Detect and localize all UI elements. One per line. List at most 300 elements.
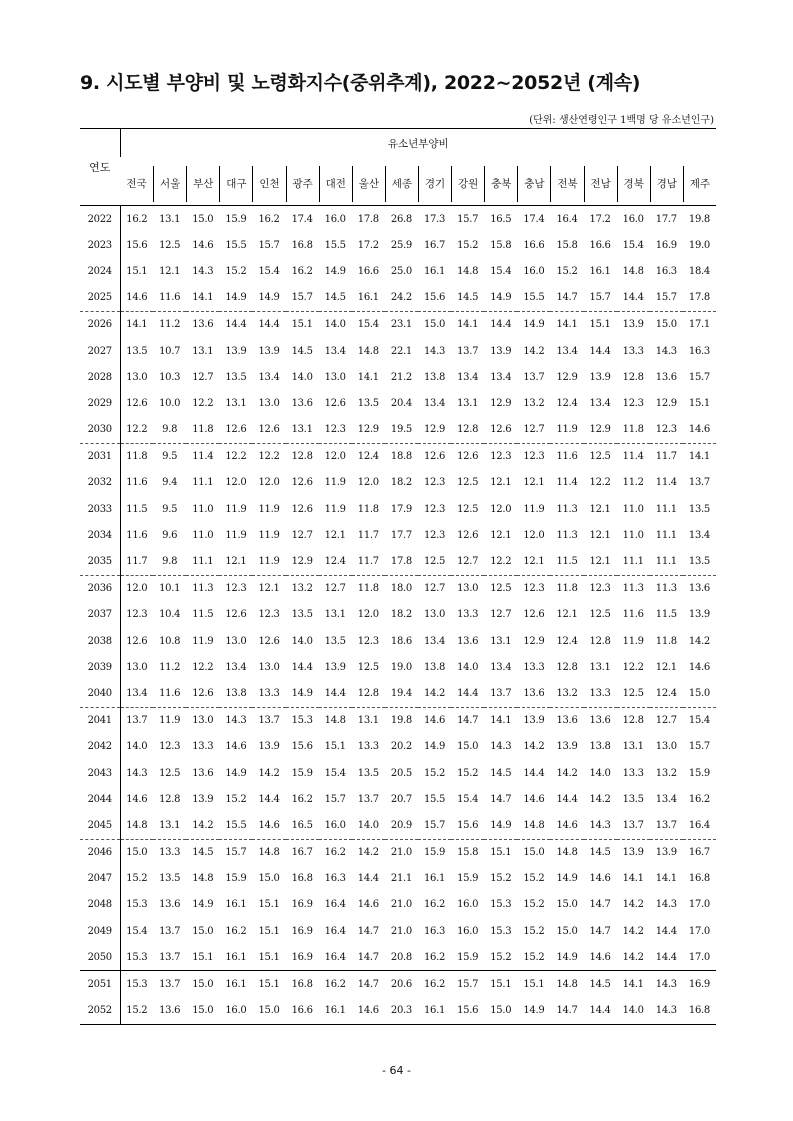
table-row xyxy=(80,206,716,233)
value-cell: 12.8 xyxy=(451,417,484,444)
value-cell: 13.8 xyxy=(424,661,446,673)
value-cell: 12.7 xyxy=(490,609,512,621)
value-cell: 14.6 xyxy=(688,661,710,673)
value-cell: 14.3 xyxy=(655,345,677,357)
value-cell: 15.4 xyxy=(324,767,346,779)
value-cell: 11.6 xyxy=(120,470,153,496)
value-cell: 16.2 xyxy=(324,847,346,859)
value-cell: 15.0 xyxy=(186,998,219,1025)
value-cell: 13.0 xyxy=(225,635,247,647)
value-cell: 14.9 xyxy=(192,899,214,911)
value-cell: 15.3 xyxy=(120,971,153,998)
value-cell: 13.7 xyxy=(617,812,650,839)
value-cell: 12.1 xyxy=(258,583,280,595)
value-cell: 14.4 xyxy=(319,680,352,707)
value-cell: 12.8 xyxy=(159,793,181,805)
value-cell: 15.7 xyxy=(457,979,479,991)
value-cell: 15.4 xyxy=(258,265,280,277)
value-cell: 12.5 xyxy=(490,583,512,595)
value-cell: 11.6 xyxy=(153,680,186,707)
value-cell: 12.5 xyxy=(589,451,611,463)
value-cell: 13.6 xyxy=(688,583,710,595)
value-cell: 16.4 xyxy=(324,899,346,911)
table-row xyxy=(80,522,716,548)
value-cell: 11.6 xyxy=(120,522,153,548)
value-cell: 14.9 xyxy=(523,319,545,331)
value-cell: 11.9 xyxy=(225,529,247,541)
value-cell: 20.3 xyxy=(385,998,418,1025)
value-cell: 11.9 xyxy=(324,503,346,515)
value-cell: 14.7 xyxy=(550,285,583,312)
value-cell: 14.1 xyxy=(622,873,644,885)
value-cell: 11.7 xyxy=(120,548,153,575)
value-cell: 11.6 xyxy=(622,609,644,621)
value-cell: 16.8 xyxy=(688,873,710,885)
value-cell: 11.0 xyxy=(622,503,644,515)
value-cell: 13.1 xyxy=(324,609,346,621)
value-cell: 15.2 xyxy=(523,899,545,911)
value-cell: 15.2 xyxy=(120,998,153,1025)
value-cell: 13.5 xyxy=(225,371,247,383)
value-cell: 15.9 xyxy=(424,847,446,859)
region-header xyxy=(418,157,451,206)
table-body xyxy=(80,206,716,1025)
value-cell: 15.6 xyxy=(291,741,313,753)
region-header xyxy=(484,157,517,206)
value-cell: 13.9 xyxy=(622,319,644,331)
value-cell: 14.5 xyxy=(192,847,214,859)
value-cell: 11.8 xyxy=(655,635,677,647)
value-cell: 18.4 xyxy=(688,265,710,277)
value-cell: 12.0 xyxy=(324,451,346,463)
value-cell: 15.7 xyxy=(584,285,617,312)
value-cell: 16.2 xyxy=(120,206,153,233)
table-row xyxy=(80,786,716,812)
value-cell: 14.7 xyxy=(550,998,583,1025)
value-cell: 14.2 xyxy=(688,635,710,647)
value-cell: 14.8 xyxy=(556,847,578,859)
value-cell: 14.6 xyxy=(120,285,153,312)
value-cell: 14.3 xyxy=(424,345,446,357)
value-cell: 14.8 xyxy=(324,715,346,727)
value-cell: 14.4 xyxy=(617,285,650,312)
year-cell: 2037 xyxy=(87,609,112,621)
region-header xyxy=(319,157,352,206)
value-cell: 11.9 xyxy=(225,503,247,515)
value-cell: 12.0 xyxy=(120,575,153,602)
value-cell: 13.3 xyxy=(523,661,545,673)
value-cell: 13.7 xyxy=(523,371,545,383)
value-cell: 13.9 xyxy=(622,847,644,859)
value-cell: 15.9 xyxy=(225,873,247,885)
value-cell: 15.8 xyxy=(457,847,479,859)
value-cell: 12.6 xyxy=(219,417,252,444)
value-cell: 14.0 xyxy=(589,767,611,779)
value-cell: 12.5 xyxy=(357,661,379,673)
value-cell: 13.0 xyxy=(324,371,346,383)
value-cell: 14.4 xyxy=(258,319,280,331)
value-cell: 10.0 xyxy=(159,397,181,409)
table-row xyxy=(80,628,716,654)
year-cell: 2047 xyxy=(87,873,112,885)
value-cell: 16.5 xyxy=(286,812,319,839)
value-cell: 17.4 xyxy=(291,213,313,225)
value-cell: 12.2 xyxy=(120,417,153,444)
value-cell: 16.7 xyxy=(688,847,710,859)
table-row xyxy=(80,654,716,680)
value-cell: 11.5 xyxy=(192,609,214,621)
value-cell: 15.0 xyxy=(556,925,578,937)
value-cell: 16.9 xyxy=(291,899,313,911)
value-cell: 12.9 xyxy=(418,417,451,444)
value-cell: 13.9 xyxy=(490,345,512,357)
value-cell: 14.2 xyxy=(418,680,451,707)
value-cell: 14.8 xyxy=(258,847,280,859)
value-cell: 9.5 xyxy=(162,503,178,515)
value-cell: 15.6 xyxy=(451,812,484,839)
value-cell: 15.0 xyxy=(252,998,285,1025)
value-cell: 14.6 xyxy=(357,899,379,911)
value-cell: 11.7 xyxy=(357,529,379,541)
value-cell: 12.1 xyxy=(655,661,677,673)
table-row xyxy=(80,232,716,258)
value-cell: 16.0 xyxy=(319,812,352,839)
value-cell: 17.3 xyxy=(424,213,446,225)
value-cell: 12.6 xyxy=(484,417,517,444)
value-cell: 14.2 xyxy=(622,899,644,911)
value-cell: 12.0 xyxy=(357,477,379,489)
value-cell: 12.4 xyxy=(357,451,379,463)
year-cell: 2031 xyxy=(87,451,112,463)
value-cell: 11.9 xyxy=(324,477,346,489)
value-cell: 12.7 xyxy=(192,371,214,383)
value-cell: 12.1 xyxy=(556,609,578,621)
value-cell: 16.0 xyxy=(457,899,479,911)
value-cell: 13.8 xyxy=(589,741,611,753)
value-cell: 16.1 xyxy=(225,979,247,991)
value-cell: 15.9 xyxy=(291,767,313,779)
value-cell: 18.8 xyxy=(390,451,412,463)
value-cell: 15.3 xyxy=(291,715,313,727)
value-cell: 16.8 xyxy=(683,998,716,1025)
value-cell: 12.1 xyxy=(517,548,550,575)
value-cell: 13.3 xyxy=(357,741,379,753)
value-cell: 13.1 xyxy=(457,397,479,409)
value-cell: 12.3 xyxy=(120,602,153,628)
value-cell: 13.5 xyxy=(357,767,379,779)
value-cell: 11.0 xyxy=(192,503,214,515)
value-cell: 12.0 xyxy=(523,529,545,541)
value-cell: 20.7 xyxy=(390,793,412,805)
value-cell: 15.1 xyxy=(120,258,153,284)
value-cell: 11.3 xyxy=(622,583,644,595)
value-cell: 12.9 xyxy=(523,635,545,647)
value-cell: 11.8 xyxy=(186,417,219,444)
value-cell: 13.2 xyxy=(523,397,545,409)
value-cell: 13.7 xyxy=(159,925,181,937)
value-cell: 12.6 xyxy=(225,609,247,621)
value-cell: 13.4 xyxy=(556,345,578,357)
value-cell: 14.8 xyxy=(192,873,214,885)
value-cell: 19.8 xyxy=(390,715,412,727)
value-cell: 17.4 xyxy=(523,213,545,225)
value-cell: 13.9 xyxy=(258,741,280,753)
value-cell: 13.1 xyxy=(490,635,512,647)
value-cell: 14.8 xyxy=(556,979,578,991)
value-cell: 12.7 xyxy=(451,548,484,575)
table-row xyxy=(80,944,716,971)
value-cell: 19.4 xyxy=(385,680,418,707)
value-cell: 13.9 xyxy=(225,345,247,357)
year-cell: 2049 xyxy=(87,925,112,937)
value-cell: 16.9 xyxy=(291,925,313,937)
region-header xyxy=(617,157,650,206)
value-cell: 15.0 xyxy=(424,319,446,331)
region-header xyxy=(352,157,385,206)
region-header-label: 전국 xyxy=(126,178,147,190)
value-cell: 13.5 xyxy=(683,548,716,575)
table-row xyxy=(80,918,716,944)
value-cell: 14.0 xyxy=(457,661,479,673)
value-cell: 11.0 xyxy=(192,529,214,541)
value-cell: 14.0 xyxy=(291,635,313,647)
value-cell: 14.9 xyxy=(286,680,319,707)
value-cell: 16.1 xyxy=(352,285,385,312)
value-cell: 15.6 xyxy=(451,998,484,1025)
value-cell: 11.5 xyxy=(120,496,153,522)
value-cell: 14.5 xyxy=(291,345,313,357)
value-cell: 12.8 xyxy=(622,371,644,383)
value-cell: 23.1 xyxy=(390,319,412,331)
value-cell: 14.6 xyxy=(523,793,545,805)
value-cell: 25.0 xyxy=(390,265,412,277)
value-cell: 13.7 xyxy=(159,979,181,991)
value-cell: 16.4 xyxy=(683,812,716,839)
value-cell: 18.0 xyxy=(390,583,412,595)
value-cell: 15.4 xyxy=(490,265,512,277)
value-cell: 21.2 xyxy=(390,371,412,383)
value-cell: 15.0 xyxy=(556,899,578,911)
value-cell: 12.5 xyxy=(457,477,479,489)
value-cell: 14.7 xyxy=(357,979,379,991)
value-cell: 15.7 xyxy=(688,741,710,753)
year-cell: 2034 xyxy=(87,529,112,541)
value-cell: 16.1 xyxy=(418,998,451,1025)
value-cell: 16.0 xyxy=(219,998,252,1025)
region-header-label: 강원 xyxy=(451,166,484,202)
value-cell: 13.1 xyxy=(225,397,247,409)
value-cell: 16.2 xyxy=(418,944,451,971)
value-cell: 14.1 xyxy=(357,371,379,383)
value-cell: 14.1 xyxy=(556,319,578,331)
value-cell: 11.4 xyxy=(655,477,677,489)
value-cell: 11.9 xyxy=(622,635,644,647)
value-cell: 14.6 xyxy=(192,239,214,251)
value-cell: 13.5 xyxy=(357,397,379,409)
value-cell: 11.8 xyxy=(357,503,379,515)
value-cell: 14.2 xyxy=(589,793,611,805)
value-cell: 13.3 xyxy=(252,680,285,707)
value-cell: 12.3 xyxy=(319,417,352,444)
value-cell: 15.2 xyxy=(490,873,512,885)
value-cell: 14.4 xyxy=(523,767,545,779)
value-cell: 14.9 xyxy=(517,998,550,1025)
value-cell: 15.2 xyxy=(424,767,446,779)
value-cell: 13.7 xyxy=(120,707,153,734)
value-cell: 15.0 xyxy=(523,847,545,859)
year-cell: 2026 xyxy=(87,319,112,331)
region-header xyxy=(517,157,550,206)
value-cell: 12.6 xyxy=(258,635,280,647)
value-cell: 16.1 xyxy=(424,873,446,885)
table-row xyxy=(80,390,716,416)
value-cell: 13.0 xyxy=(457,583,479,595)
region-header xyxy=(385,157,418,206)
value-cell: 13.7 xyxy=(153,944,186,971)
value-cell: 14.9 xyxy=(324,265,346,277)
region-header xyxy=(550,157,583,206)
table-row xyxy=(80,338,716,364)
value-cell: 15.5 xyxy=(324,239,346,251)
value-cell: 11.2 xyxy=(159,661,181,673)
value-cell: 14.2 xyxy=(523,741,545,753)
value-cell: 9.6 xyxy=(162,529,178,541)
value-cell: 13.4 xyxy=(655,793,677,805)
value-cell: 15.0 xyxy=(683,680,716,707)
value-cell: 13.5 xyxy=(120,338,153,364)
value-cell: 16.9 xyxy=(688,979,710,991)
value-cell: 13.0 xyxy=(120,654,153,680)
value-cell: 11.9 xyxy=(159,715,181,727)
value-cell: 16.2 xyxy=(225,925,247,937)
value-cell: 13.9 xyxy=(655,847,677,859)
value-cell: 14.2 xyxy=(617,944,650,971)
value-cell: 15.1 xyxy=(186,944,219,971)
table-row xyxy=(80,734,716,760)
year-cell: 2050 xyxy=(80,944,120,971)
value-cell: 15.7 xyxy=(650,285,683,312)
value-cell: 16.1 xyxy=(424,265,446,277)
value-cell: 15.8 xyxy=(490,239,512,251)
region-header-label: 제주 xyxy=(683,166,716,202)
value-cell: 15.7 xyxy=(286,285,319,312)
value-cell: 13.8 xyxy=(219,680,252,707)
value-cell: 15.1 xyxy=(252,944,285,971)
region-header-label: 대구 xyxy=(219,166,252,202)
value-cell: 21.0 xyxy=(390,847,412,859)
value-cell: 12.6 xyxy=(291,503,313,515)
value-cell: 12.4 xyxy=(650,680,683,707)
year-column-header: 연도 xyxy=(80,129,120,206)
value-cell: 13.3 xyxy=(159,847,181,859)
value-cell: 16.2 xyxy=(424,899,446,911)
value-cell: 12.0 xyxy=(258,477,280,489)
value-cell: 12.7 xyxy=(517,417,550,444)
table-row xyxy=(80,443,716,470)
value-cell: 12.9 xyxy=(655,397,677,409)
value-cell: 12.4 xyxy=(556,397,578,409)
value-cell: 15.0 xyxy=(192,213,214,225)
value-cell: 12.5 xyxy=(159,767,181,779)
value-cell: 17.0 xyxy=(683,944,716,971)
page-number: - 64 - xyxy=(382,1064,411,1077)
value-cell: 11.9 xyxy=(258,529,280,541)
value-cell: 15.0 xyxy=(655,319,677,331)
value-cell: 12.9 xyxy=(584,417,617,444)
value-cell: 13.4 xyxy=(225,661,247,673)
value-cell: 14.6 xyxy=(589,873,611,885)
value-cell: 14.4 xyxy=(584,998,617,1025)
value-cell: 14.1 xyxy=(688,451,710,463)
value-cell: 17.8 xyxy=(357,213,379,225)
value-cell: 13.0 xyxy=(424,609,446,621)
value-cell: 13.9 xyxy=(192,793,214,805)
value-cell: 14.3 xyxy=(120,760,153,786)
value-cell: 13.3 xyxy=(584,680,617,707)
value-cell: 12.9 xyxy=(286,548,319,575)
table-row xyxy=(80,760,716,786)
value-cell: 11.3 xyxy=(655,583,677,595)
value-cell: 15.9 xyxy=(451,944,484,971)
value-cell: 16.6 xyxy=(589,239,611,251)
value-cell: 22.1 xyxy=(390,345,412,357)
value-cell: 14.1 xyxy=(120,311,153,338)
value-cell: 16.1 xyxy=(319,998,352,1025)
value-cell: 15.5 xyxy=(517,285,550,312)
value-cell: 12.3 xyxy=(159,741,181,753)
value-cell: 13.4 xyxy=(490,661,512,673)
value-cell: 19.8 xyxy=(688,213,710,225)
value-cell: 13.7 xyxy=(688,477,710,489)
value-cell: 11.1 xyxy=(192,477,214,489)
value-cell: 14.9 xyxy=(484,285,517,312)
value-cell: 14.4 xyxy=(655,925,677,937)
value-cell: 13.6 xyxy=(153,998,186,1025)
value-cell: 14.2 xyxy=(523,345,545,357)
value-cell: 14.4 xyxy=(490,319,512,331)
value-cell: 13.2 xyxy=(550,680,583,707)
region-header xyxy=(120,157,153,206)
value-cell: 12.8 xyxy=(589,635,611,647)
value-cell: 14.2 xyxy=(258,767,280,779)
value-cell: 15.1 xyxy=(523,979,545,991)
table-row xyxy=(80,364,716,390)
value-cell: 11.1 xyxy=(617,548,650,575)
value-cell: 17.2 xyxy=(589,213,611,225)
value-cell: 25.9 xyxy=(390,239,412,251)
value-cell: 20.8 xyxy=(385,944,418,971)
value-cell: 14.6 xyxy=(225,741,247,753)
value-cell: 14.6 xyxy=(252,812,285,839)
value-cell: 13.7 xyxy=(484,680,517,707)
value-cell: 19.0 xyxy=(390,661,412,673)
value-cell: 12.7 xyxy=(424,583,446,595)
value-cell: 14.1 xyxy=(655,873,677,885)
year-cell: 2038 xyxy=(87,635,112,647)
value-cell: 9.8 xyxy=(153,548,186,575)
table-row xyxy=(80,998,716,1025)
value-cell: 12.8 xyxy=(352,680,385,707)
page-title: 9. 시도별 부양비 및 노령화지수(중위추계), 2022~2052년 (계속) xyxy=(80,72,641,94)
value-cell: 24.2 xyxy=(385,285,418,312)
value-cell: 20.2 xyxy=(390,741,412,753)
value-cell: 14.3 xyxy=(192,265,214,277)
value-cell: 15.2 xyxy=(120,866,153,892)
value-cell: 11.2 xyxy=(622,477,644,489)
year-cell: 2033 xyxy=(87,503,112,515)
value-cell: 13.1 xyxy=(153,812,186,839)
value-cell: 13.9 xyxy=(523,715,545,727)
